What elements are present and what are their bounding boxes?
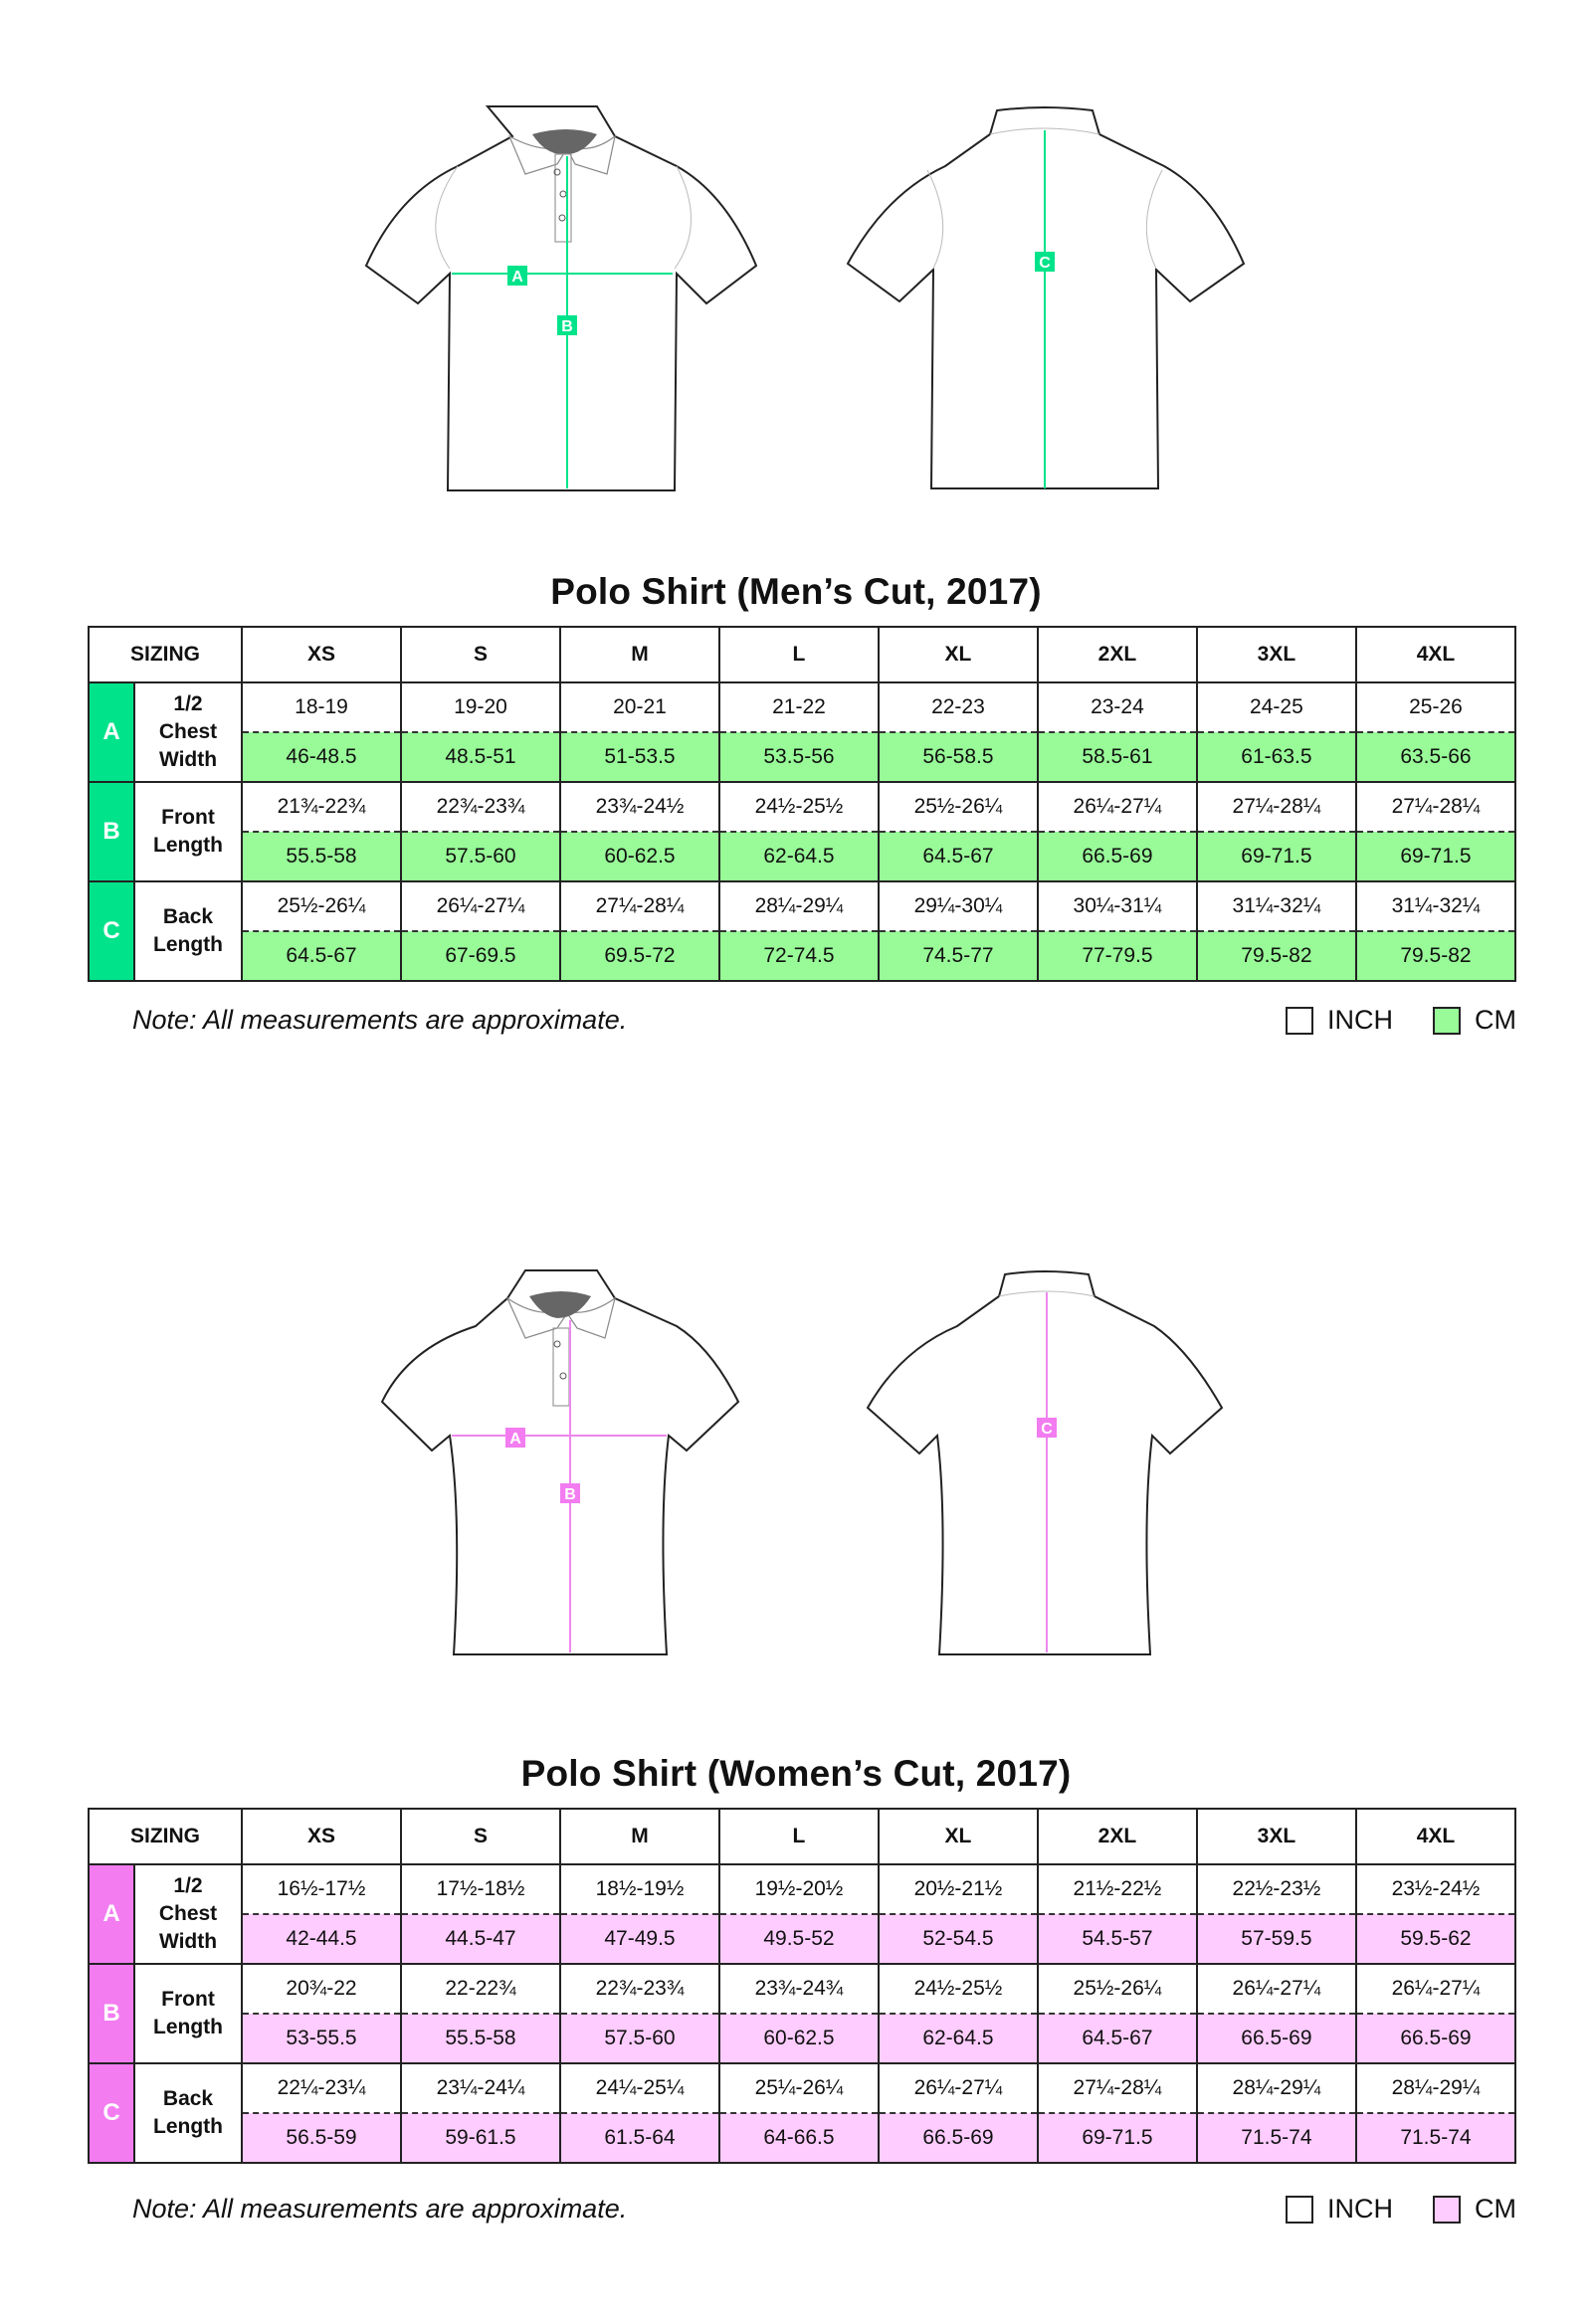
cm-cell: 47-49.5 <box>560 1914 719 1964</box>
cm-cell: 53-55.5 <box>242 2014 401 2063</box>
men-note: Note: All measurements are approximate. <box>132 1005 628 1035</box>
men-header-row <box>89 627 1515 682</box>
size-header: 4XL <box>1356 1809 1515 1864</box>
cm-cell: 51-53.5 <box>560 732 719 782</box>
inch-cell: 19½-20½ <box>719 1864 879 1914</box>
size-header: M <box>560 627 719 682</box>
inch-cell: 24¼-25¼ <box>560 2063 719 2113</box>
cm-cell: 55.5-58 <box>242 832 401 881</box>
inch-cell: 26¼-27¼ <box>879 2063 1038 2113</box>
inch-cell: 23-24 <box>1038 682 1197 732</box>
size-header: XS <box>242 627 401 682</box>
cm-cell: 66.5-69 <box>879 2113 1038 2163</box>
inch-cell: 25-26 <box>1356 682 1515 732</box>
cm-cell: 44.5-47 <box>401 1914 560 1964</box>
inch-cell: 24½-25½ <box>879 1964 1038 2014</box>
table-row <box>89 2063 1515 2113</box>
inch-cell: 17½-18½ <box>401 1864 560 1914</box>
legend-inch: INCH <box>1286 2194 1393 2225</box>
size-header: 2XL <box>1038 1809 1197 1864</box>
inch-cell: 22½-23½ <box>1197 1864 1356 1914</box>
row-label-chest: 1/2 Chest Width <box>134 682 242 782</box>
cm-cell: 42-44.5 <box>242 1914 401 1964</box>
cm-cell: 74.5-77 <box>879 931 1038 981</box>
size-header: 3XL <box>1197 1809 1356 1864</box>
inch-swatch-icon <box>1286 1007 1313 1035</box>
women-front-shirt-illustration <box>378 1259 776 1666</box>
inch-swatch-icon <box>1286 2196 1313 2224</box>
inch-cell: 24-25 <box>1197 682 1356 732</box>
inch-cell: 22¾-23¾ <box>560 1964 719 2014</box>
table-row <box>89 832 1515 881</box>
men-back-shirt-illustration <box>846 95 1264 502</box>
cm-cell: 56-58.5 <box>879 732 1038 782</box>
inch-cell: 31¼-32¼ <box>1356 881 1515 931</box>
cm-cell: 69-71.5 <box>1356 832 1515 881</box>
row-letter-c: C <box>89 881 134 981</box>
men-size-table <box>88 626 1516 982</box>
inch-cell: 28¼-29¼ <box>1197 2063 1356 2113</box>
women-front-label-b: B <box>564 1486 576 1503</box>
inch-cell: 23½-24½ <box>1356 1864 1515 1914</box>
cm-cell: 72-74.5 <box>719 931 879 981</box>
inch-cell: 16½-17½ <box>242 1864 401 1914</box>
inch-cell: 31¼-32¼ <box>1197 881 1356 931</box>
row-label-back-length: Back Length <box>134 881 242 981</box>
inch-cell: 23¼-24¼ <box>401 2063 560 2113</box>
inch-cell: 27¼-28¼ <box>1197 782 1356 832</box>
cm-cell: 59.5-62 <box>1356 1914 1515 1964</box>
cm-cell: 67-69.5 <box>401 931 560 981</box>
cm-cell: 62-64.5 <box>879 2014 1038 2063</box>
cm-cell: 69-71.5 <box>1197 832 1356 881</box>
cm-cell: 69-71.5 <box>1038 2113 1197 2163</box>
inch-cell: 25¼-26¼ <box>719 2063 879 2113</box>
table-row <box>89 732 1515 782</box>
inch-cell: 20-21 <box>560 682 719 732</box>
cm-cell: 79.5-82 <box>1356 931 1515 981</box>
inch-cell: 20½-21½ <box>879 1864 1038 1914</box>
row-label-chest: 1/2 Chest Width <box>134 1864 242 1964</box>
inch-cell: 25½-26¼ <box>242 881 401 931</box>
inch-cell: 21¾-22¾ <box>242 782 401 832</box>
cm-cell: 49.5-52 <box>719 1914 879 1964</box>
row-letter-b: B <box>89 782 134 881</box>
inch-cell: 30¼-31¼ <box>1038 881 1197 931</box>
cm-cell: 53.5-56 <box>719 732 879 782</box>
inch-cell: 21-22 <box>719 682 879 732</box>
women-back-label-c: C <box>1041 1421 1053 1438</box>
size-header: S <box>401 1809 560 1864</box>
cm-cell: 60-62.5 <box>719 2014 879 2063</box>
size-header: L <box>719 1809 879 1864</box>
table-row <box>89 682 1515 732</box>
cm-cell: 64.5-67 <box>1038 2014 1197 2063</box>
inch-cell: 22-22¾ <box>401 1964 560 2014</box>
cm-cell: 66.5-69 <box>1197 2014 1356 2063</box>
men-back-label-c: C <box>1039 255 1051 272</box>
inch-cell: 26¼-27¼ <box>1038 782 1197 832</box>
inch-cell: 24½-25½ <box>719 782 879 832</box>
cm-cell: 63.5-66 <box>1356 732 1515 782</box>
men-front-label-a: A <box>511 269 523 286</box>
cm-cell: 52-54.5 <box>879 1914 1038 1964</box>
cm-cell: 48.5-51 <box>401 732 560 782</box>
men-chart-title: Polo Shirt (Men’s Cut, 2017) <box>550 571 1042 612</box>
legend-cm: CM <box>1433 1005 1516 1036</box>
row-letter-c: C <box>89 2063 134 2163</box>
cm-cell: 58.5-61 <box>1038 732 1197 782</box>
legend-cm: CM <box>1433 2194 1516 2225</box>
cm-cell: 79.5-82 <box>1197 931 1356 981</box>
inch-cell: 29¼-30¼ <box>879 881 1038 931</box>
cm-cell: 60-62.5 <box>560 832 719 881</box>
inch-cell: 23¾-24½ <box>560 782 719 832</box>
cm-cell: 54.5-57 <box>1038 1914 1197 1964</box>
women-header-row <box>89 1809 1515 1864</box>
inch-cell: 22¼-23¼ <box>242 2063 401 2113</box>
cm-cell: 56.5-59 <box>242 2113 401 2163</box>
size-header: 2XL <box>1038 627 1197 682</box>
women-note: Note: All measurements are approximate. <box>132 2194 628 2224</box>
women-back-shirt-illustration <box>866 1259 1244 1666</box>
cm-cell: 64.5-67 <box>242 931 401 981</box>
inch-cell: 28¼-29¼ <box>1356 2063 1515 2113</box>
inch-cell: 23¾-24¾ <box>719 1964 879 2014</box>
women-size-table <box>88 1808 1516 2164</box>
cm-cell: 57-59.5 <box>1197 1914 1356 1964</box>
table-row <box>89 2014 1515 2063</box>
size-header: 4XL <box>1356 627 1515 682</box>
inch-cell: 19-20 <box>401 682 560 732</box>
women-chart-title: Polo Shirt (Women’s Cut, 2017) <box>520 1753 1072 1794</box>
sizing-header: SIZING <box>89 1809 242 1864</box>
men-front-label-b: B <box>561 318 573 335</box>
inch-cell: 25½-26¼ <box>1038 1964 1197 2014</box>
table-row <box>89 1914 1515 1964</box>
row-label-back-length: Back Length <box>134 2063 242 2163</box>
size-header: XS <box>242 1809 401 1864</box>
table-row <box>89 1964 1515 2014</box>
men-legend <box>1260 1005 1516 1036</box>
cm-cell: 57.5-60 <box>401 832 560 881</box>
inch-cell: 18-19 <box>242 682 401 732</box>
row-label-front-length: Front Length <box>134 1964 242 2063</box>
cm-cell: 64-66.5 <box>719 2113 879 2163</box>
cm-cell: 64.5-67 <box>879 832 1038 881</box>
row-label-front-length: Front Length <box>134 782 242 881</box>
inch-cell: 26¼-27¼ <box>1356 1964 1515 2014</box>
cm-cell: 46-48.5 <box>242 732 401 782</box>
legend-inch: INCH <box>1286 1005 1393 1036</box>
cm-cell: 66.5-69 <box>1356 2014 1515 2063</box>
sizing-header: SIZING <box>89 627 242 682</box>
inch-cell: 25½-26¼ <box>879 782 1038 832</box>
cm-cell: 77-79.5 <box>1038 931 1197 981</box>
cm-cell: 69.5-72 <box>560 931 719 981</box>
size-header: XL <box>879 627 1038 682</box>
cm-cell: 62-64.5 <box>719 832 879 881</box>
size-header: M <box>560 1809 719 1864</box>
inch-cell: 26¼-27¼ <box>1197 1964 1356 2014</box>
cm-cell: 61.5-64 <box>560 2113 719 2163</box>
inch-cell: 27¼-28¼ <box>560 881 719 931</box>
table-row <box>89 931 1515 981</box>
women-front-label-a: A <box>509 1431 521 1448</box>
cm-cell: 66.5-69 <box>1038 832 1197 881</box>
row-letter-b: B <box>89 1964 134 2063</box>
cm-cell: 71.5-74 <box>1356 2113 1515 2163</box>
size-header: S <box>401 627 560 682</box>
cm-cell: 71.5-74 <box>1197 2113 1356 2163</box>
row-letter-a: A <box>89 682 134 782</box>
women-legend <box>1260 2194 1516 2225</box>
inch-cell: 22¾-23¾ <box>401 782 560 832</box>
table-row <box>89 2113 1515 2163</box>
size-header: L <box>719 627 879 682</box>
inch-cell: 27¼-28¼ <box>1038 2063 1197 2113</box>
inch-cell: 18½-19½ <box>560 1864 719 1914</box>
size-header: XL <box>879 1809 1038 1864</box>
table-row <box>89 782 1515 832</box>
cm-swatch-icon <box>1433 1007 1461 1035</box>
inch-cell: 26¼-27¼ <box>401 881 560 931</box>
table-row <box>89 1864 1515 1914</box>
inch-cell: 27¼-28¼ <box>1356 782 1515 832</box>
men-front-shirt-illustration <box>358 95 776 502</box>
inch-cell: 21½-22½ <box>1038 1864 1197 1914</box>
cm-cell: 57.5-60 <box>560 2014 719 2063</box>
table-row <box>89 881 1515 931</box>
inch-cell: 28¼-29¼ <box>719 881 879 931</box>
cm-cell: 59-61.5 <box>401 2113 560 2163</box>
cm-swatch-icon <box>1433 2196 1461 2224</box>
inch-cell: 20¾-22 <box>242 1964 401 2014</box>
cm-cell: 61-63.5 <box>1197 732 1356 782</box>
inch-cell: 22-23 <box>879 682 1038 732</box>
cm-cell: 55.5-58 <box>401 2014 560 2063</box>
row-letter-a: A <box>89 1864 134 1964</box>
size-header: 3XL <box>1197 627 1356 682</box>
